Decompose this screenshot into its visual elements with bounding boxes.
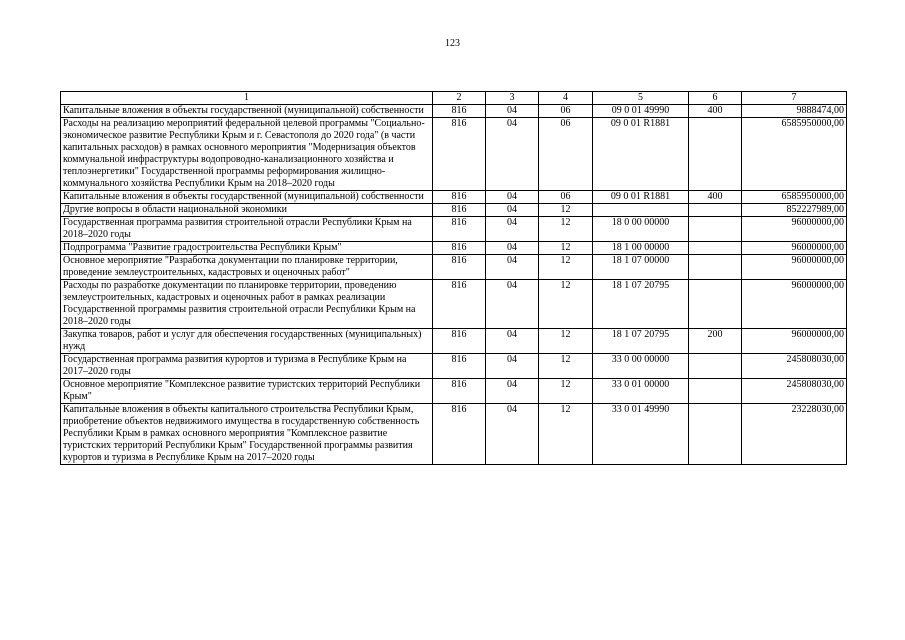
row-pr-cell: 12 <box>539 404 593 465</box>
row-csr-cell: 09 0 01 R1881 <box>593 118 689 191</box>
row-amount-cell: 96000000,00 <box>742 217 847 242</box>
row-ved-cell: 816 <box>433 217 486 242</box>
row-name-cell: Другие вопросы в области национальной экономики <box>61 204 433 217</box>
row-pr-cell: 12 <box>539 242 593 255</box>
header-row <box>61 92 847 105</box>
header-col-2: 2 <box>433 92 486 105</box>
row-name-cell: Государственная программа развития курортов и туризма в Республике Крым на 2017–2020 годы <box>61 354 433 379</box>
row-rz-cell: 04 <box>486 118 539 191</box>
row-ved-cell: 816 <box>433 204 486 217</box>
row-name-cell: Капитальные вложения в объекты капитального строительства Республики Крым, приобретение объектов недвижимого имущества в государственную собственность Республики Крым в рамках основного мероприятия "Комплексное развитие туристских территорий Республики Крым" Государственной программы развития курортов и туризма в Республике Крым на 2017–2020 годы <box>61 404 433 465</box>
row-pr-cell: 06 <box>539 191 593 204</box>
row-vr-cell <box>689 118 742 191</box>
row-csr-cell: 09 0 01 49990 <box>593 105 689 118</box>
row-amount-cell: 96000000,00 <box>742 329 847 354</box>
row-pr-cell: 12 <box>539 329 593 354</box>
row-pr-cell: 12 <box>539 354 593 379</box>
row-csr-cell: 18 1 00 00000 <box>593 242 689 255</box>
row-ved-cell: 816 <box>433 242 486 255</box>
row-rz-cell: 04 <box>486 379 539 404</box>
row-rz-cell: 04 <box>486 204 539 217</box>
row-name-cell: Основное мероприятие "Разработка документации по планировке территории, проведение землеустроительных, кадастровых и оценочных работ" <box>61 255 433 280</box>
row-amount-cell: 96000000,00 <box>742 255 847 280</box>
row-amount-cell: 23228030,00 <box>742 404 847 465</box>
row-vr-cell <box>689 404 742 465</box>
row-csr-cell: 18 1 07 20795 <box>593 329 689 354</box>
row-name-cell: Расходы на реализацию мероприятий федеральной целевой программы "Социально-экономическое развитие Республики Крым и г. Севастополя до 2020 года" (в части капитальных расходов) в рамках основного мероприятия "Модернизация объектов коммунальной инфраструктуры водопроводно-канализационного хозяйства и теплоэнергетики" Государственной программы реформирования жилищно-коммунального хозяйства Республики Крым на 2018–2020 годы <box>61 118 433 191</box>
row-name-cell: Расходы по разработке документации по планировке территории, проведению землеустроительных, кадастровых и оценочных работ в рамках реализации Государственной программы развития строительной отрасли Республики Крым на 2018–2020 годы <box>61 280 433 329</box>
row-rz-cell: 04 <box>486 404 539 465</box>
row-name-cell: Подпрограмма "Развитие градостроительства Республики Крым" <box>61 242 433 255</box>
header-col-3: 3 <box>486 92 539 105</box>
row-pr-cell: 12 <box>539 379 593 404</box>
row-vr-cell: 400 <box>689 105 742 118</box>
row-ved-cell: 816 <box>433 118 486 191</box>
row-name-cell: Капитальные вложения в объекты государственной (муниципальной) собственности <box>61 191 433 204</box>
row-rz-cell: 04 <box>486 217 539 242</box>
table-row <box>61 354 847 379</box>
row-ved-cell: 816 <box>433 280 486 329</box>
header-col-5: 5 <box>593 92 689 105</box>
row-csr-cell: 33 0 01 00000 <box>593 379 689 404</box>
row-csr-cell: 09 0 01 R1881 <box>593 191 689 204</box>
row-pr-cell: 06 <box>539 118 593 191</box>
table-row <box>61 217 847 242</box>
row-rz-cell: 04 <box>486 255 539 280</box>
row-csr-cell: 33 0 00 00000 <box>593 354 689 379</box>
table-row <box>61 105 847 118</box>
row-csr-cell: 18 1 07 00000 <box>593 255 689 280</box>
row-name-cell: Государственная программа развития строительной отрасли Республики Крым на 2018–2020 годы <box>61 217 433 242</box>
row-amount-cell: 6585950000,00 <box>742 191 847 204</box>
table-row <box>61 404 847 465</box>
row-amount-cell: 96000000,00 <box>742 280 847 329</box>
table-row <box>61 329 847 354</box>
budget-table <box>60 91 847 465</box>
row-amount-cell: 96000000,00 <box>742 242 847 255</box>
row-amount-cell: 245808030,00 <box>742 354 847 379</box>
row-name-cell: Капитальные вложения в объекты государственной (муниципальной) собственности <box>61 105 433 118</box>
table-row <box>61 118 847 191</box>
row-rz-cell: 04 <box>486 354 539 379</box>
table-row <box>61 191 847 204</box>
row-rz-cell: 04 <box>486 329 539 354</box>
row-pr-cell: 12 <box>539 204 593 217</box>
row-csr-cell: 33 0 01 49990 <box>593 404 689 465</box>
header-col-1: 1 <box>61 92 433 105</box>
row-ved-cell: 816 <box>433 191 486 204</box>
row-vr-cell: 200 <box>689 329 742 354</box>
row-csr-cell: 18 0 00 00000 <box>593 217 689 242</box>
row-vr-cell <box>689 217 742 242</box>
row-ved-cell: 816 <box>433 379 486 404</box>
table-row <box>61 280 847 329</box>
page-number: 123 <box>445 38 460 49</box>
row-vr-cell <box>689 280 742 329</box>
row-vr-cell <box>689 255 742 280</box>
row-ved-cell: 816 <box>433 404 486 465</box>
row-name-cell: Закупка товаров, работ и услуг для обеспечения государственных (муниципальных) нужд <box>61 329 433 354</box>
row-csr-cell <box>593 204 689 217</box>
row-ved-cell: 816 <box>433 255 486 280</box>
row-rz-cell: 04 <box>486 191 539 204</box>
row-ved-cell: 816 <box>433 105 486 118</box>
row-vr-cell <box>689 242 742 255</box>
row-rz-cell: 04 <box>486 105 539 118</box>
row-ved-cell: 816 <box>433 329 486 354</box>
row-pr-cell: 12 <box>539 280 593 329</box>
row-ved-cell: 816 <box>433 354 486 379</box>
row-pr-cell: 12 <box>539 255 593 280</box>
row-amount-cell: 6585950000,00 <box>742 118 847 191</box>
table-row <box>61 255 847 280</box>
header-col-6: 6 <box>689 92 742 105</box>
row-csr-cell: 18 1 07 20795 <box>593 280 689 329</box>
table-row <box>61 204 847 217</box>
row-vr-cell: 400 <box>689 191 742 204</box>
row-rz-cell: 04 <box>486 242 539 255</box>
row-rz-cell: 04 <box>486 280 539 329</box>
table-row <box>61 379 847 404</box>
header-col-7: 7 <box>742 92 847 105</box>
row-vr-cell <box>689 204 742 217</box>
row-pr-cell: 06 <box>539 105 593 118</box>
row-name-cell: Основное мероприятие "Комплексное развитие туристских территорий Республики Крым" <box>61 379 433 404</box>
row-vr-cell <box>689 354 742 379</box>
row-amount-cell: 9888474,00 <box>742 105 847 118</box>
row-vr-cell <box>689 379 742 404</box>
row-amount-cell: 245808030,00 <box>742 379 847 404</box>
row-pr-cell: 12 <box>539 217 593 242</box>
header-col-4: 4 <box>539 92 593 105</box>
row-amount-cell: 852227989,00 <box>742 204 847 217</box>
table-row <box>61 242 847 255</box>
